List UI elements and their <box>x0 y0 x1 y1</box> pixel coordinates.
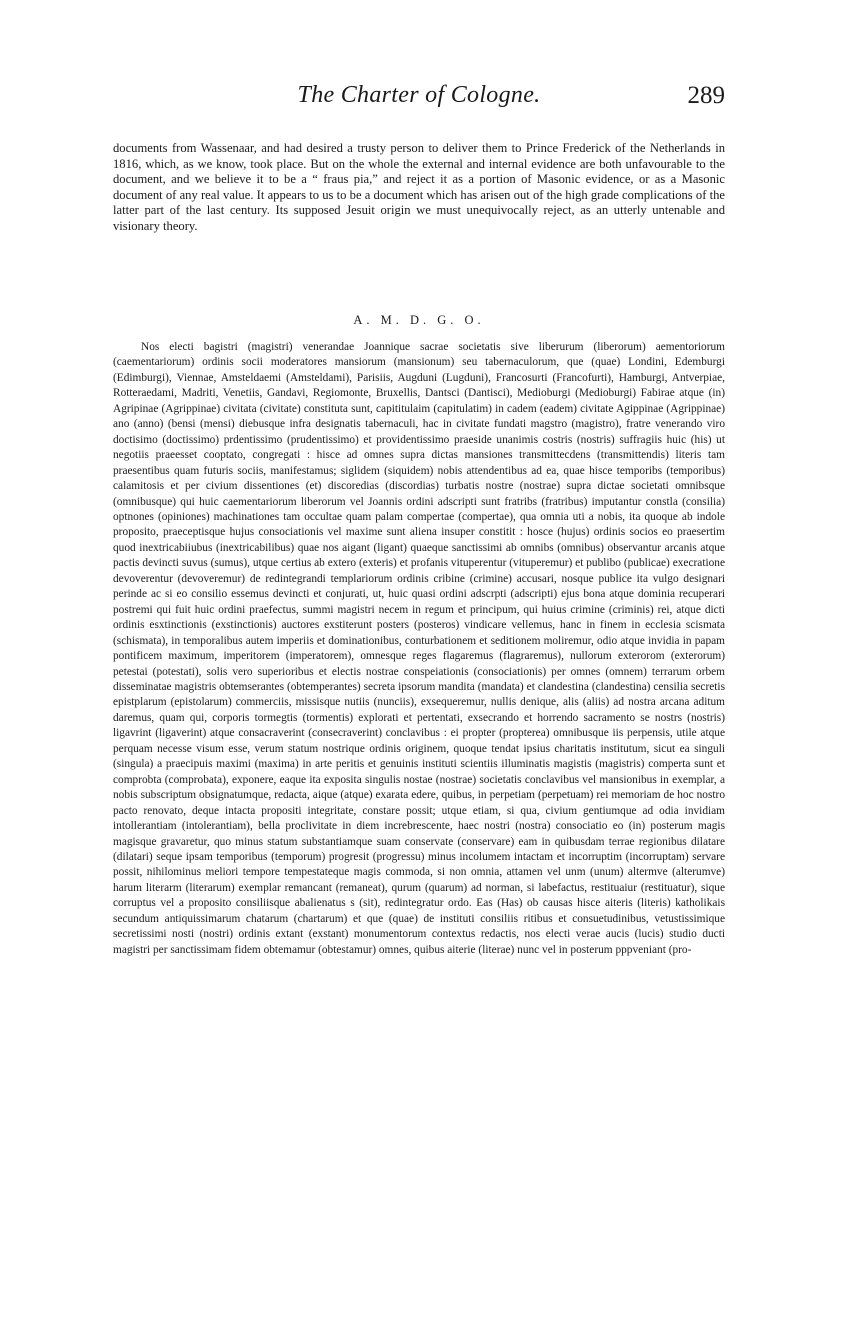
intro-paragraph: documents from Wassenaar, and had desired a trusty person to deliver them to Prince Frederick of the Netherlands in 1816, which, as we know, took place. But on the whole the external and internal evidence are both unfavourable to the document, and we believe it to be a “ fraus pia,” and reject it as a portion of Masonic evidence, or as a Masonic document of any real value. It appears to us to be a document which has arisen out of the high grade complications of the latter part of the last century. Its supposed Jesuit origin we must unequivocally reject, as an utterly untenable and visionary theory. <box>113 141 725 233</box>
running-head <box>113 82 725 116</box>
section-heading: A. M. D. G. O. <box>353 313 485 327</box>
running-title: The Charter of Cologne. <box>297 82 541 108</box>
latin-charter-text: Nos electi bagistri (magistri) venerandae Joannique sacrae societatis sive liberurum (liberorum) aementoriorum (caementariorum) ordinis socii moderatores mansiorum (mansionum) seu tabernaculorum, que (quae) Londini, Edemburgi (Edimburgi), Viennae, Amsteldaemi (Amsteldami), Parisiis, Augduni (Lugduni), Francosurti (Francofurti), Hamburgi, Antverpiae, Rotteraedami, Madriti, Venetiis, Gandavi, Regiomonte, Bruxellis, Dantsci (Dantisci), Medioburgi (Medioburgi) Fabirae atque (in) Agripinae (Agrippinae) civitata (civitate) constituta sunt, capititulaim (capitulatim) in cadem (eadem) civitate Agippinae (Agrippinae) ano (anno) (bensi (mensi) diebusque infra designatis tabernaculi, hac in civitate fundati magstro (magistro), fratre venerando viro doctisimo (doctissimo) prdentissimo (prudentissimo) et providentissimo praeside unanimis costris (nostris) suffragiis huic (his) ut negotiis praeesset cooptato, congregati : hisce ad omnes supra dictas mansiones transmittecdens (transmittendis) literis tam praesentibus quam futuris sociis, manifestamus; siglidem (siquidem) nobis attendentibus ad ea, quae hisce temporibs (temporibus) calamitosis et per civium dissentiones (et) discoredias (discordias) turbatis nostre (nostrae) supra dictae societati omnibsque (omnibusque) qui huic caementariorum liberorum vel Joannis ordini adscripti sunt fratribs (fratribus) imputantur constla (consilia) optnones (opiniones) machinationes tam occultae quam palam compertae (compertae), qua omnia uti a nobis, ita quoque ab indole proposito, praeceptisque hujus consociationis vel maxime sunt aliena insuper constitit : hosce (hujus) ordinis socios eo praesertim quod inextricabiiubus (inextricabilibus) quae nos aigant (ligant) quaeque sanctissimi ab omnibs (omnibus) observantur arcanis atque pactis devincti suvus (sumus), utque certius ab extero (exteris) et profanis vituperentur (vituperemur) et publibo (publicae) execratione devoverentur (devoveremur) de redintegrandi templariorum ordinis cribine (crimine) accusari, nosque publice ita vulgo designari perinde ac si eo consilio essemus devincti et conjurati, ut, huic quasi ordini adscrpti (adscripti) ejus bona atque dominia recuperari postremi qui fuit huic ordini praefectus, summi magistri necem in regum et principum, qui huius crimine (criminis) rei, atque dicti ordinis esxtinctionis (exstinctionis) auctores exstiterunt posters (posteros) vindicare vellemus, hanc in finem in ecclesia scismata (schismata), in temporalibus autem imperiis et dominationibus, conturbationem et seditionem moliremur, odio atque invidia in papam pontificem maximum, imperitorem (imperatorem), omnesque reges flagaremus (flagraremus), nullorum exterorom (exterorum) petestai (potestati), solis vero superioribus et electis nostrae conspeiationis (consociationis) per omnes (omnem) terrarum orbem disseminatae magistris obtemserantes (obtemperantes) secreta ipsorum mandita (mandata) et clandestina (clandestina) censilia secretis epistplarum (epistolarum) commerciis, missisque nutiis (nunciis), exsequeremur, nullis denique, alis (aliis) ad nostra arcana aditum daremus, quam qui, corporis tormegtis (tormentis) explorati et pertentati, exsecrando et horrendo sacramento se nostrs (nostris) ligavrint (ligaverint) atque consacraverint (consecraverint) conclavibus : ei propter (propterea) omnibusque iis perpensis, utile atque perquam necesse visum esse, verum statum nostrique ordinis originem, quoque tendat ipsius charitatis institutum, sicut ea singuli (singula) a praecipuis maximi (maxima) in arte peritis et genuinis instituti scientiis illuminatis magistis (magistris) comperta sunt et comprobta (comprobata), exponere, eaque ita exposita singulis nostae (nostrae) societatis conclavibus vel mansionibus in exemplar, a nobis subscriptum obsignatumque, redacta, aique (atque) exarata edere, quibus, in perpetiam (perpetuam) rei memoriam de hoc nostro pacto renovato, deque intacta propositi integritate, constare possit; utque etiam, si qua, civium gentiumque ad odia invidiam intollerantiam (intolerantiam), bella proclivitate in diem increbrescente, haec nostri (nostra) consociatio eo (in) posterum magis magisque gravaretur, quo minus statum substantiamque suam conservate (conservare) eam in quibusdam terrae regionibus dilatare (dilatari) seque ipsam temporibus (temporum) progresit (progressu) minus incolumem intactam et incorruptim (incorruptam) servare possit, nihilominus meliori tempore tempestateque magis commoda, si non omnia, attamen vel unm (unum) altermve (alterumve) harum literarm (literarum) exemplar remancant (remaneat), qurum (quarum) ad norman, si labefactus, restituaiur (restituatur), sique corruptus vel a proposito consiliisque abalienatus s (sit), redintegratur ordo. Eas (Has) ob causas hisce aiteris (literis) katholikais secundum antiquissimarum chatarum (chartarum) et que (quae) de instituti consiliis ritibus et consuetudinibus, vetustissimique secretissimi nosti (nostri) ordinis extant (exstant) monumentorum contextus redactis, nos electi verae aucis (lucis) studio ducti magistri per sanctissimam fidem obtemamur (obtestamur) omnes, quibus aiterie (literae) nunc vel in posterum pppveniant (pro- <box>113 341 725 956</box>
page-number: 289 <box>687 82 725 109</box>
